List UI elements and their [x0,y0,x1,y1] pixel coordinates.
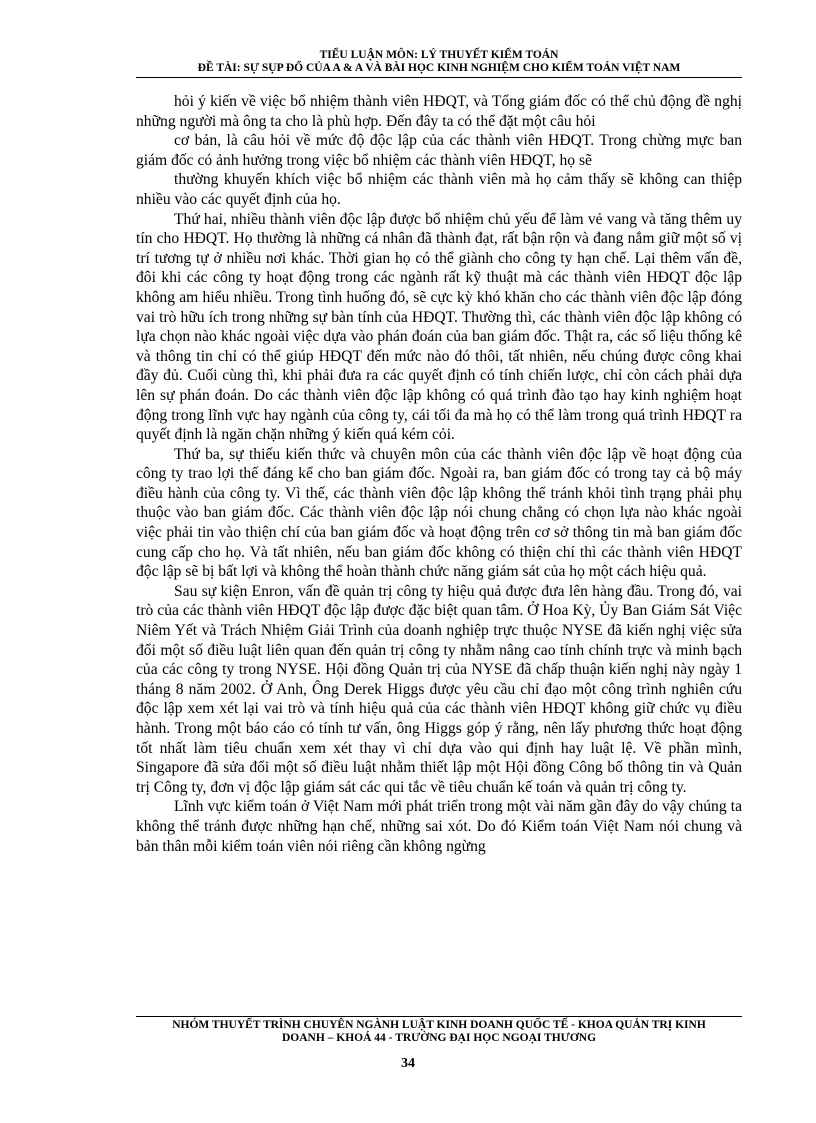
header-divider [136,77,742,78]
footer-group-line: NHÓM THUYẾT TRÌNH CHUYÊN NGÀNH LUẬT KINH DOANH QUỐC TẾ - KHOA QUẢN TRỊ KINH [172,1019,706,1031]
body-paragraph: hỏi ý kiến về việc bổ nhiệm thành viên HĐQT, và Tổng giám đốc có thể chủ động đề nghị những người mà ông ta cho là phù hợp. Đến đây ta có thể đặt một câu hỏi [136,93,742,130]
page-number: 34 [401,1056,415,1071]
header-course-title: TIỂU LUẬN MÔN: LÝ THUYẾT KIỂM TOÁN [319,49,559,61]
body-paragraph: cơ bản, là câu hỏi về mức độ độc lập của các thành viên HĐQT. Trong chừng mực ban giám đốc có ảnh hưởng trong việc bổ nhiệm các thành viên HĐQT, họ sẽ [136,132,742,169]
body-paragraph: Thứ hai, nhiều thành viên độc lập được bổ nhiệm chủ yếu để làm vẻ vang và tăng thêm uy tín cho HĐQT. Họ thường là những cá nhân đã thành đạt, rất bận rộn và đang nắm giữ một số vị trí tương tự ở nhiều nơi khác. Thời gian họ có thể giành cho công ty hạn chế. Lại thêm vấn đề, đôi khi các công ty hoạt động trong các ngành rất kỹ thuật mà các thành viên HĐQT độc lập không am hiểu nhiều. Trong tình huống đó, sẽ cực kỳ khó khăn cho các thành viên độc lập đóng vai trò hữu ích trong những sự bàn tính của HĐQT. Thường thì, các thành viên độc lập không có lựa chọn nào khác ngoài việc dựa vào phán đoán của ban giám đốc. Thật ra, các số liệu thống kê và thông tin chỉ có thể giúp HĐQT đến mức nào đó thôi, tất nhiên, nếu chúng được công khai đầy đủ. Cuối cùng thì, khi phải đưa ra các quyết định có tính chiến lược, chỉ còn cách phải dựa lên sự phán đoán. Do các thành viên độc lập không có quá trình đào tạo hay kinh nghiệm hoạt động trong lĩnh vực hay ngành của công ty, cái tối đa mà họ có thể làm trong quá trình HĐQT ra quyết định là ngăn chặn những ý kiến quá kém cỏi. [136,210,742,444]
footer-school-line: DOANH – KHOÁ 44 - TRƯỜNG ĐẠI HỌC NGOẠI THƯƠNG [281,1032,597,1044]
body-paragraph: Lĩnh vực kiểm toán ở Việt Nam mới phát triển trong một vài năm gần đây do vậy chúng ta không thể tránh được những hạn chế, những sai xót. Do đó Kiểm toán Việt Nam nói chung và bản thân mỗi kiểm toán viên nói riêng cần không ngừng [136,798,742,855]
body-paragraph: thường khuyến khích việc bổ nhiệm các thành viên mà họ cảm thấy sẽ không can thiệp nhiều vào các quyết định của họ. [136,171,742,208]
footer-divider [136,1016,742,1017]
body-paragraph: Thứ ba, sự thiếu kiến thức và chuyên môn của các thành viên độc lập về hoạt động của công ty trao lợi thế đáng kể cho ban giám đốc. Ngoài ra, ban giám đốc có trong tay cả bộ máy điều hành của công ty. Vì thế, các thành viên độc lập không thể tránh khỏi tình trạng phải phụ thuộc vào ban giám đốc. Các thành viên độc lập nói chung chẳng có chọn lựa nào khác ngoài việc phải tin vào thiện chí của ban giám đốc và hoạt động trên cơ sở thông tin mà ban giám đốc cung cấp cho họ. Và tất nhiên, nếu ban giám đốc không có thiện chí thì các thành viên HĐQT độc lập sẽ bị bất lợi và không thể hoàn thành chức năng giám sát của họ một cách hiệu quả. [136,445,742,581]
page-footer [136,1019,742,1045]
page-header [136,49,742,75]
document-body [136,92,742,856]
header-topic-title: ĐỀ TÀI: SỰ SỤP ĐỔ CỦA A & A VÀ BÀI HỌC KINH NGHIỆM CHO KIỂM TOÁN VIỆT NAM [197,62,681,74]
body-paragraph: Sau sự kiện Enron, vấn đề quản trị công ty hiệu quả được đưa lên hàng đầu. Trong đó, vai trò của các thành viên HĐQT độc lập được đặc biệt quan tâm. Ở Hoa Kỳ, Ủy Ban Giám Sát Việc Niêm Yết và Trách Nhiệm Giải Trình của doanh nghiệp trực thuộc NYSE đã kiến nghị việc sửa đổi một số điều luật liên quan đến quản trị công ty nhằm nâng cao tính chính trực và minh bạch của các công ty trong NYSE. Hội đồng Quản trị của NYSE đã chấp thuận kiến nghị này ngày 1 tháng 8 năm 2002. Ở Anh, Ông Derek Higgs được yêu cầu chỉ đạo một công trình nghiên cứu độc lập xem xét lại vai trò và tính hiệu quả của các thành viên HĐQT không giữ chức vụ điều hành. Trong một báo cáo có tính tư vấn, ông Higgs góp ý rằng, nên lấy phương thức hoạt động tốt nhất làm tiêu chuẩn xem xét thay vì chỉ dựa vào qui định hay luật lệ. Về phần mình, Singapore đã sửa đổi một số điều luật nhằm thiết lập một Hội đồng Công bố thông tin và Quản trị Công ty, đơn vị độc lập giám sát các qui tắc về tiêu chuẩn kế toán và quản trị công ty. [136,582,742,796]
